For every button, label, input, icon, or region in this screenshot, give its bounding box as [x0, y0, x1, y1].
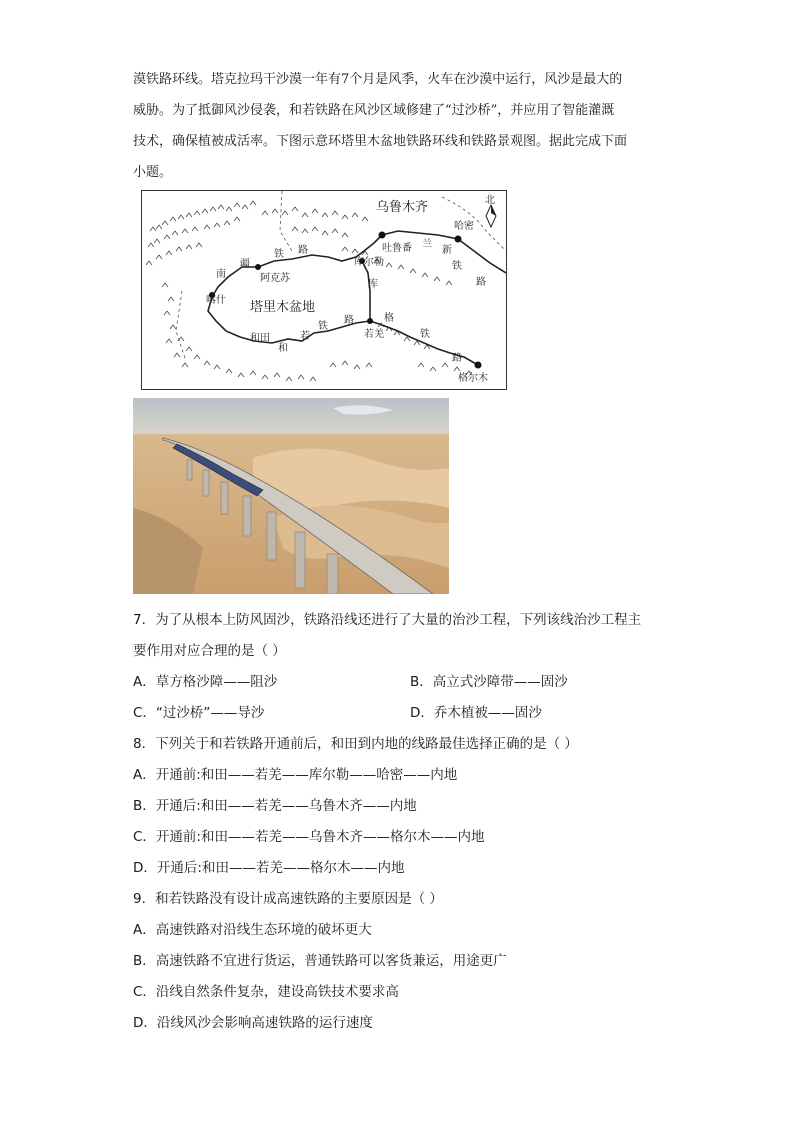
label-turpan: 吐鲁番 [382, 243, 412, 254]
question-9-option-d[interactable]: D．沿线风沙会影响高速铁路的运行速度 [133, 1015, 373, 1031]
city-dot-ruoqiang [367, 318, 373, 324]
question-7-stem-cont: 要作用对应合理的是（ ） [133, 643, 286, 659]
question-7-option-c[interactable]: C．“过沙桥”——导沙 [133, 705, 265, 721]
railway-map [141, 190, 507, 390]
question-9-option-b[interactable]: B．高速铁路不宜进行货运，普通铁路可以客货兼运，用途更广 [133, 953, 507, 969]
desert-railway-photo [133, 398, 449, 594]
question-9-stem: 9．和若铁路没有设计成高速铁路的主要原因是（ ） [133, 891, 443, 907]
rail-char: 南 [216, 269, 226, 280]
rail-char: 库 [368, 279, 378, 290]
city-dot-urumqi [379, 232, 386, 239]
photo-illustration [133, 398, 449, 594]
question-8-option-b[interactable]: B．开通后:和田——若羌——乌鲁木齐——内地 [133, 798, 417, 814]
mountain-marks [146, 201, 472, 381]
rail-char: 和 [278, 343, 288, 354]
north-arrow [485, 194, 496, 227]
intro-line: 技术，确保植被成活率。下图示意环塔里木盆地铁路环线和铁路景观图。据此完成下面 [133, 134, 628, 149]
rail-char: 兰 [422, 239, 432, 250]
label-golmud: 格尔木 [458, 373, 488, 384]
rail-char: 铁 [274, 249, 284, 260]
question-9-option-c[interactable]: C．沿线自然条件复杂，建设高铁技术要求高 [133, 984, 399, 1000]
north-label: 北 [485, 195, 495, 206]
label-aksu: 阿克苏 [260, 273, 290, 284]
intro-paragraph [133, 64, 661, 188]
city-dot-hami [455, 236, 462, 243]
label-ruoqiang: 若羌 [364, 329, 384, 340]
question-8-stem: 8．下列关于和若铁路开通前后，和田到内地的线路最佳选择正确的是（ ） [133, 736, 578, 752]
question-7-option-b[interactable]: B．高立式沙障带——固沙 [410, 674, 568, 690]
question-8-option-a[interactable]: A．开通前:和田——若羌——库尔勒——哈密——内地 [133, 767, 458, 783]
label-basin: 塔里木盆地 [250, 300, 316, 315]
rail-char: 路 [344, 315, 354, 326]
label-urumqi: 乌鲁木齐 [376, 200, 429, 215]
rail-char: 路 [476, 277, 486, 288]
intro-line: 漠铁路环线。塔克拉玛干沙漠一年有7个月是风季，火车在沙漠中运行，风沙是最大的 [133, 72, 623, 87]
question-8-option-c[interactable]: C．开通前:和田——若羌——乌鲁木齐——格尔木——内地 [133, 829, 485, 845]
rail-char: 若 [300, 331, 310, 342]
rail-char: 铁 [452, 261, 462, 272]
rail-char: 铁 [420, 329, 430, 340]
intro-line: 威胁。为了抵御风沙侵袭，和若铁路在风沙区域修建了“过沙桥”，并应用了智能灌溉 [133, 103, 615, 118]
rail-char: 疆 [240, 259, 250, 270]
question-7-stem: 7．为了从根本上防风固沙，铁路沿线还进行了大量的治沙工程，下列该线治沙工程主 [133, 612, 642, 628]
question-7-option-a[interactable]: A．草方格沙障——阻沙 [133, 674, 278, 690]
rail-char: 新 [442, 245, 452, 256]
city-dot-golmud [475, 362, 482, 369]
rail-char: 路 [452, 353, 462, 364]
label-hami: 哈密 [454, 221, 474, 232]
question-7-option-d[interactable]: D．乔木植被——固沙 [410, 705, 542, 721]
intro-line: 小题。 [133, 165, 173, 180]
rail-char: 铁 [318, 321, 328, 332]
label-korla: 库尔勒 [354, 257, 384, 268]
rail-char: 路 [298, 245, 308, 256]
label-kashgar: 喀什 [206, 295, 226, 306]
question-8-option-d[interactable]: D．开通后:和田——若羌——格尔木——内地 [133, 860, 405, 876]
city-dot-aksu [255, 264, 261, 270]
rail-char: 格 [384, 313, 394, 324]
question-9-option-a[interactable]: A．高速铁路对沿线生态环境的破坏更大 [133, 922, 372, 938]
map-svg [142, 191, 506, 389]
label-hotan: 和田 [250, 333, 270, 344]
